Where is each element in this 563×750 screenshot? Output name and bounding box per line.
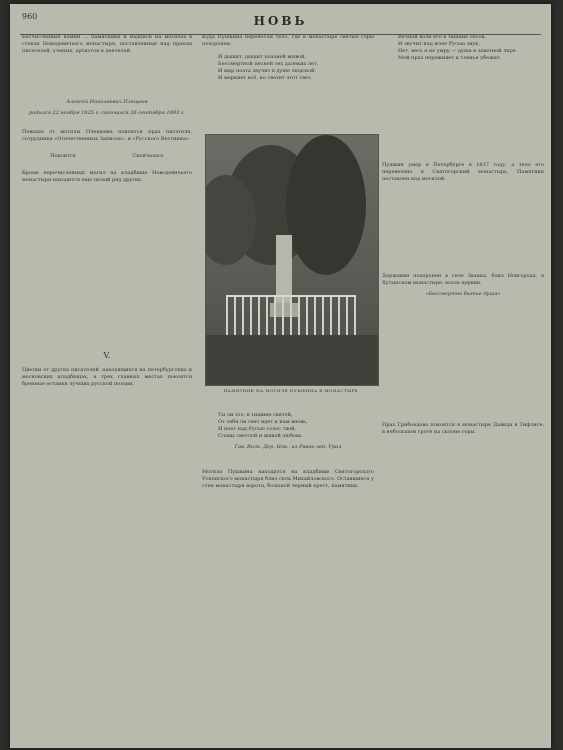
verse-line: Ты ли это, в тишине святой,: [218, 412, 293, 418]
column-middle-lower: [202, 412, 374, 490]
label: Покоится: [50, 153, 76, 159]
verse-line: Мой прах переживет и тленья убежит,: [398, 55, 502, 61]
monument-photograph: [205, 134, 379, 386]
verse-line: Вечной волн его в тишине лесов,: [398, 34, 487, 40]
paragraph: Цветки от других писателей, находящихся на петербургских и московских кладбищах, в трех главных местах покоятся бренные останки лучших русской поэзии.: [22, 367, 192, 387]
paragraph: Могила Пушкина находится на кладбище Святогорского Успенского монастыря близ села Михайловского. Оставшиеся у стен монастыря ворота, большой черный крест, памятник.: [202, 469, 374, 489]
page-header: [10, 10, 551, 36]
label: Скончалась: [132, 153, 164, 159]
paragraph: Прах Грибоедова покоится в монастыре Давида в Тифлисе, в небольшом гроте на склоне горы.: [382, 422, 544, 435]
verse-line: Бессмертной песней тех далеких лет,: [218, 61, 319, 67]
paragraph: Куда Пушкина перенесли тело, где в монастыре святые горы похоронен.: [202, 34, 374, 47]
verse-line: От тебя ли свет идет к нам вновь,: [218, 419, 308, 425]
verse-line: И поет над Русью голос твой,: [218, 426, 297, 432]
column-left: [22, 34, 192, 388]
verse-line: И мир поэта звучит в душе людской,: [218, 68, 317, 74]
paragraph: Кроме перечисленных могил на кладбище Новодевичьего монастыря находится еще целый ряд других.: [22, 170, 192, 183]
photo-caption: ПАМЯТНИК НА МОГИЛЕ ПУШКИНА В МОНАСТЫРЕ: [223, 388, 359, 393]
column-middle: [202, 34, 374, 82]
running-title: НОВЬ: [253, 14, 308, 28]
verse-line: Нет, весь я не умру — душа в заветной лире: [398, 48, 516, 54]
column-right: [382, 34, 544, 436]
page-number: 960: [22, 12, 38, 21]
verse-line: Славы светлой и живой любовь.: [218, 433, 304, 439]
verse-line: И дышит, дышит поэзией живой,: [218, 54, 307, 60]
paragraph: Пушкин умер в Петербурге в 1837 году, а тело его перевезено в Святогорский монастырь. Памятник поставлен над могилой.: [382, 162, 544, 182]
ground: [206, 335, 378, 385]
magazine-page: [10, 4, 551, 748]
verse-line: И меркнет всё, но светит этот свет.: [218, 75, 313, 81]
portrait-dates: родился 22 ноября 1825 г. скончался 26 сентября 1893 г.: [29, 110, 185, 116]
poem-signature: Гав. Волк. Дер. Нов., из Равно зап. Урал: [234, 444, 342, 450]
paragraph: Повыше от могилы Плещеева покоится прах писателя, сотрудника «Отечественных Записок», и «Русского Вестника».: [22, 129, 192, 142]
verse-line: И звучит над всею Русью звук,: [398, 41, 480, 47]
paragraph: Бесчисленные камни ... памятники и надписи на могилах в стенах Новодевичьего монастыря, поставленные над прахом писателей, ученых, артистов и деятелей.: [22, 34, 192, 54]
paragraph: Державин похоронен в селе Званка, близ Новгорода, в Хутынском монастыре, возле церкви.: [382, 273, 544, 286]
portrait-signature: Алексей Николаевич Плещеев: [66, 99, 148, 105]
quote: «Бессмертно бытие души»: [425, 291, 501, 297]
fence: [226, 295, 356, 339]
section-numeral: V.: [103, 351, 111, 360]
